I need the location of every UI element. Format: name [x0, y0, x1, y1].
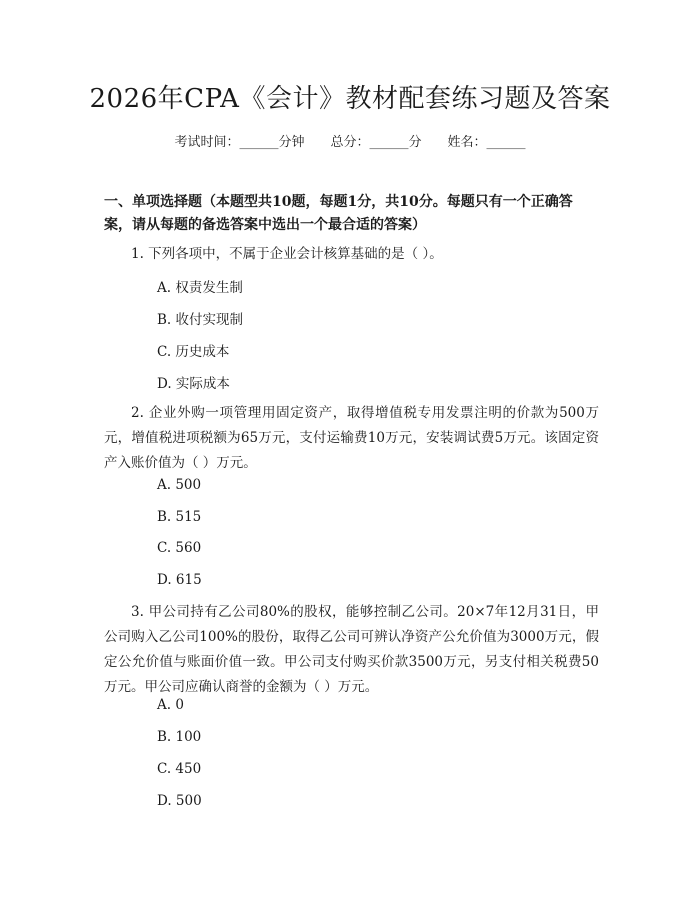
question-1-option-d: D. 实际成本: [157, 376, 230, 392]
page-title: 2026年CPA《会计》教材配套练习题及答案: [89, 84, 611, 114]
question-1-stem: 1. 下列各项中，不属于企业会计核算基础的是（ ）。: [131, 246, 443, 262]
question-3-option-a: A. 0: [157, 697, 184, 713]
question-3-option-d: D. 500: [157, 793, 202, 809]
question-2-stem: 2. 企业外购一项管理用固定资产，取得增值税专用发票注明的价款为500万元，增值税进项税额为65万元，支付运输费10万元，安装调试费5万元。该固定资产入账价值为（ ）万元。: [104, 405, 599, 471]
question-1-option-c: C. 历史成本: [157, 344, 230, 360]
section-heading: 一、单项选择题（本题型共10题，每题1分，共10分。每题只有一个正确答案，请从每题的备选答案中选出一个最合适的答案）: [104, 194, 573, 233]
question-2-option-a: A. 500: [157, 477, 202, 493]
total-score-field: 总分：______分: [330, 135, 422, 150]
question-3-option-c: C. 450: [157, 761, 202, 777]
exam-info-line: [0, 131, 700, 150]
question-3-stem: 3. 甲公司持有乙公司80%的股权，能够控制乙公司。20×7年12月31日，甲公司购入乙公司100%的股份，取得乙公司可辨认净资产公允价值为3000万元，假定公允价值与账面价值一致。甲公司支付购买价款3500万元，另支付相关税费50万元。甲公司应确认商誉的金额为（ ）万元。: [104, 604, 599, 695]
student-name-field: 姓名：______: [447, 135, 526, 150]
question-2-option-b: B. 515: [157, 509, 202, 525]
question-2-option-c: C. 560: [157, 540, 202, 556]
question-1-option-a: A. 权责发生制: [157, 280, 243, 296]
question-3-option-b: B. 100: [157, 729, 202, 745]
question-2-option-d: D. 615: [157, 572, 202, 588]
question-1-option-b: B. 收付实现制: [157, 312, 244, 328]
exam-time-field: 考试时间：______分钟: [174, 135, 305, 150]
